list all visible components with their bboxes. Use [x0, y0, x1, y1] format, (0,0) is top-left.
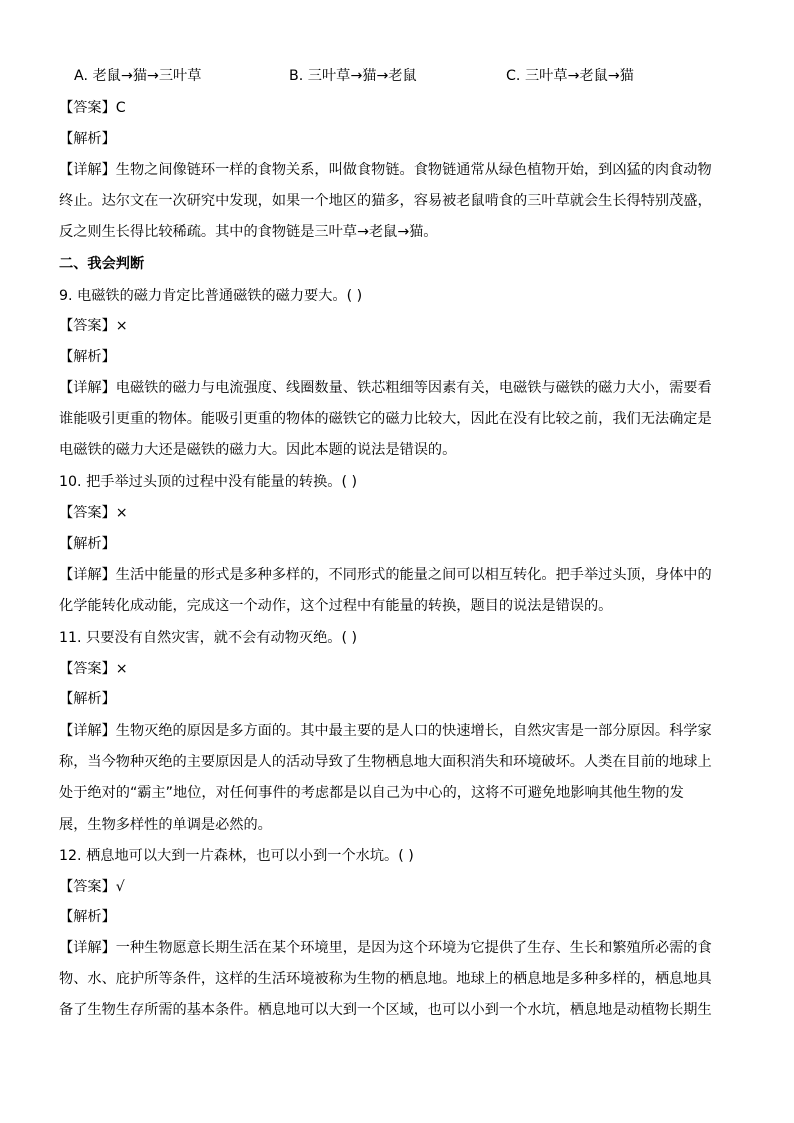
- q9-stem: 9. 电磁铁的磁力肯定比普通磁铁的磁力要大。( ): [59, 288, 363, 304]
- q9-detail-line: 谁能吸引更重的物体。能吸引更重的物体的磁铁它的磁力比较大，因此在没有比较之前，我们无法确定是: [59, 411, 712, 428]
- q11-detail-line: 展，生物多样性的单调是必然的。: [59, 816, 272, 833]
- q10-detail-line: 化学能转化成动能，完成这一个动作，这个过程中有能量的转换，题目的说法是错误的。: [59, 598, 613, 615]
- q12-detail-line: 物、水、庇护所等条件，这样的生活环境被称为生物的栖息地。地球上的栖息地是多种多样的，栖息地具: [59, 971, 712, 988]
- q11-detail-line: 处于绝对的“霸主”地位，对任何事件的考虑都是以自己为中心的，这将不可避免地影响其他生物的发: [59, 785, 684, 802]
- q11-detail-line: 称，当今物种灭绝的主要原因是人的活动导致了生物栖息地大面积消失和环境破坏。人类在目前的地球上: [59, 754, 712, 771]
- q8-detail-line: 【详解】生物之间像链环一样的食物关系，叫做食物链。食物链通常从绿色植物开始，到凶猛的肉食动物: [59, 162, 712, 178]
- q10-answer: 【答案】×: [59, 505, 128, 521]
- q8-detail-line: 反之则生长得比较稀疏。其中的食物链是三叶草→老鼠→猫。: [59, 224, 438, 241]
- q11-detail-line: 【详解】生物灭绝的原因是多方面的。其中最主要的是人口的快速增长，自然灾害是一部分原因。科学家: [59, 723, 712, 739]
- option-b-text: 三叶草→猫→老鼠: [307, 68, 417, 84]
- q12-answer: 【答案】√: [59, 879, 125, 895]
- q11-analysis: 【解析】: [59, 691, 116, 707]
- option-c-text: 三叶草→老鼠→猫: [524, 68, 634, 84]
- q12-analysis: 【解析】: [59, 909, 116, 925]
- q9-detail: [59, 373, 735, 467]
- option-a-text: 老鼠→猫→三叶草: [92, 68, 202, 84]
- q11-detail: [59, 716, 735, 841]
- q12-stem: 12. 栖息地可以大到一片森林，也可以小到一个水坑。( ): [59, 848, 414, 864]
- q9-detail-line: 电磁铁的磁力大还是磁铁的磁力大。因此本题的说法是错误的。: [59, 442, 457, 459]
- option-a: [74, 66, 201, 86]
- q12-detail: [59, 933, 735, 1027]
- q11-stem: 11. 只要没有自然灾害，就不会有动物灭绝。( ): [59, 630, 358, 646]
- q8-answer: 【答案】C: [59, 100, 126, 116]
- q9-detail-line: 【详解】电磁铁的磁力与电流强度、线圈数量、铁芯粗细等因素有关，电磁铁与磁铁的磁力大小，需要看: [59, 380, 712, 396]
- q10-stem: 10. 把手举过头顶的过程中没有能量的转换。( ): [59, 474, 358, 490]
- option-b-label: B.: [289, 68, 304, 84]
- q12-detail-line: 备了生物生存所需的基本条件。栖息地可以大到一个区域，也可以小到一个水坑，栖息地是动植物长期生: [59, 1002, 712, 1019]
- q8-detail: [59, 155, 735, 249]
- option-a-label: A.: [74, 68, 88, 84]
- option-c: [506, 66, 634, 86]
- option-b: [289, 66, 417, 86]
- q12-detail-line: 【详解】一种生物愿意长期生活在某个环境里，是因为这个环境为它提供了生存、生长和繁殖所必需的食: [59, 940, 712, 956]
- q8-analysis: 【解析】: [59, 131, 116, 147]
- q10-analysis: 【解析】: [59, 536, 116, 552]
- q11-answer: 【答案】×: [59, 661, 128, 677]
- q10-detail-line: 【详解】生活中能量的形式是多种多样的，不同形式的能量之间可以相互转化。把手举过头顶，身体中的: [59, 567, 712, 583]
- q8-detail-line: 终止。达尔文在一次研究中发现，如果一个地区的猫多，容易被老鼠啃食的三叶草就会生长得特别茂盛，: [59, 193, 712, 210]
- q10-detail: [59, 560, 735, 622]
- q9-answer: 【答案】×: [59, 318, 128, 334]
- option-c-label: C.: [506, 68, 521, 84]
- section-title: 二、我会判断: [59, 256, 145, 272]
- q9-analysis: 【解析】: [59, 349, 116, 365]
